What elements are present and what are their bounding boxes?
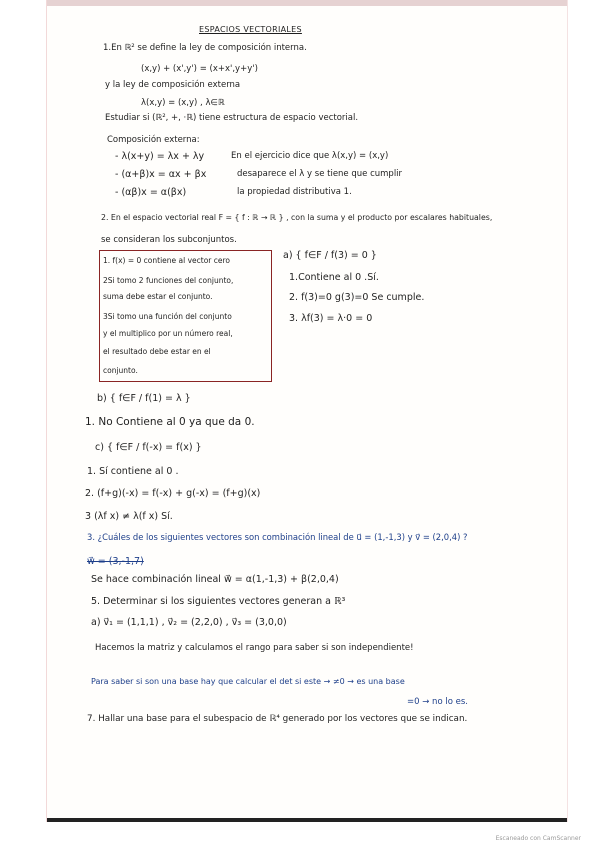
q2a-1: 1.Contiene al 0 .Sí. — [289, 272, 379, 283]
q1-line3: y la ley de composición externa — [105, 80, 241, 90]
notebook-page — [46, 0, 568, 822]
q5-l3: =0 → no lo es. — [407, 697, 468, 707]
page-top-edge — [47, 0, 567, 6]
q2c-heading: c) { f∈F / f(-x) = f(x) } — [95, 442, 202, 453]
q1-prop2: - (α+β)x = αx + βx — [115, 169, 207, 180]
scanner-watermark: Escaneado con CamScanner — [495, 835, 581, 842]
q5-l2: Para saber si son una base hay que calcular el det si este → ≠0 → es una base — [91, 677, 405, 686]
q2b-heading: b) { f∈F / f(1) = λ } — [97, 393, 191, 404]
box-line-7: conjunto. — [103, 366, 138, 375]
q2c-2: 2. (f+g)(-x) = f(-x) + g(-x) = (f+g)(x) — [85, 488, 261, 499]
q2a-2: 2. f(3)=0 g(3)=0 Se cumple. — [289, 292, 425, 303]
q5-a: a) v⃗₁ = (1,1,1) , v⃗₂ = (2,2,0) , v⃗₃ = (3,0,0) — [91, 617, 287, 628]
q2a-3: 3. λf(3) = λ·0 = 0 — [289, 313, 373, 324]
q1-prop3: - (αβ)x = α(βx) — [115, 187, 187, 198]
box-line-1: 1. f(x) = 0 contiene al vector cero — [103, 256, 231, 265]
q1-prop1: - λ(x+y) = λx + λy — [115, 151, 205, 162]
q2c-1: 1. Sí contiene al 0 . — [87, 466, 179, 477]
box-line-4: 3Si tomo una función del conjunto — [103, 312, 232, 321]
q1-internal-law: (x,y) + (x',y') = (x+x',y+y') — [141, 64, 258, 74]
q5-l1: Hacemos la matriz y calculamos el rango para saber si son independiente! — [95, 643, 414, 653]
q2-heading2: se consideran los subconjuntos. — [101, 235, 237, 245]
q2a-heading: a) { f∈F / f(3) = 0 } — [283, 250, 377, 261]
box-line-6: el resultado debe estar en el — [103, 347, 211, 356]
q1-study: Estudiar si (ℝ², +, ·ℝ) tiene estructura de espacio vectorial. — [105, 113, 359, 123]
page-bottom-edge — [47, 818, 567, 822]
box-line-3: suma debe estar el conjunto. — [103, 292, 213, 301]
q1-heading: 1.En ℝ² se define la ley de composición interna. — [103, 43, 307, 53]
q1-note3: la propiedad distributiva 1. — [237, 187, 352, 197]
q2-heading: 2. En el espacio vectorial real F = { f : ℝ → ℝ } , con la suma y el producto por escalares habituales, — [101, 213, 493, 222]
q1-external-law: λ(x,y) = (x,y) , λ∈ℝ — [141, 98, 225, 108]
q1-note1: En el ejercicio dice que λ(x,y) = (x,y) — [231, 151, 389, 161]
box-line-2: 2Si tomo 2 funciones del conjunto, — [103, 276, 234, 285]
q5-heading: 5. Determinar si los siguientes vectores generan a ℝ³ — [91, 596, 346, 607]
q3-heading: 3. ¿Cuáles de los siguientes vectores son combinación lineal de u⃗ = (1,-1,3) y v⃗ = (2,0,4) ? — [87, 532, 468, 542]
q7-heading: 7. Hallar una base para el subespacio de ℝ⁴ generado por los vectores que se indican. — [87, 714, 468, 724]
q1-note2: desaparece el λ y se tiene que cumplir — [237, 169, 403, 179]
box-line-5: y el multiplico por un número real, — [103, 329, 233, 338]
q3-struck-vector: w⃗ = (3,-1,7) — [87, 556, 144, 567]
q2b-1: 1. No Contiene al 0 ya que da 0. — [85, 416, 255, 428]
page-title: ESPACIOS VECTORIALES — [199, 25, 302, 34]
q2c-3: 3 (λf x) ≠ λ(f x) Sí. — [85, 511, 173, 522]
q3-line: Se hace combinación lineal w⃗ = α(1,-1,3) + β(2,0,4) — [91, 574, 339, 585]
q1-comp-label: Composición externa: — [107, 135, 200, 145]
